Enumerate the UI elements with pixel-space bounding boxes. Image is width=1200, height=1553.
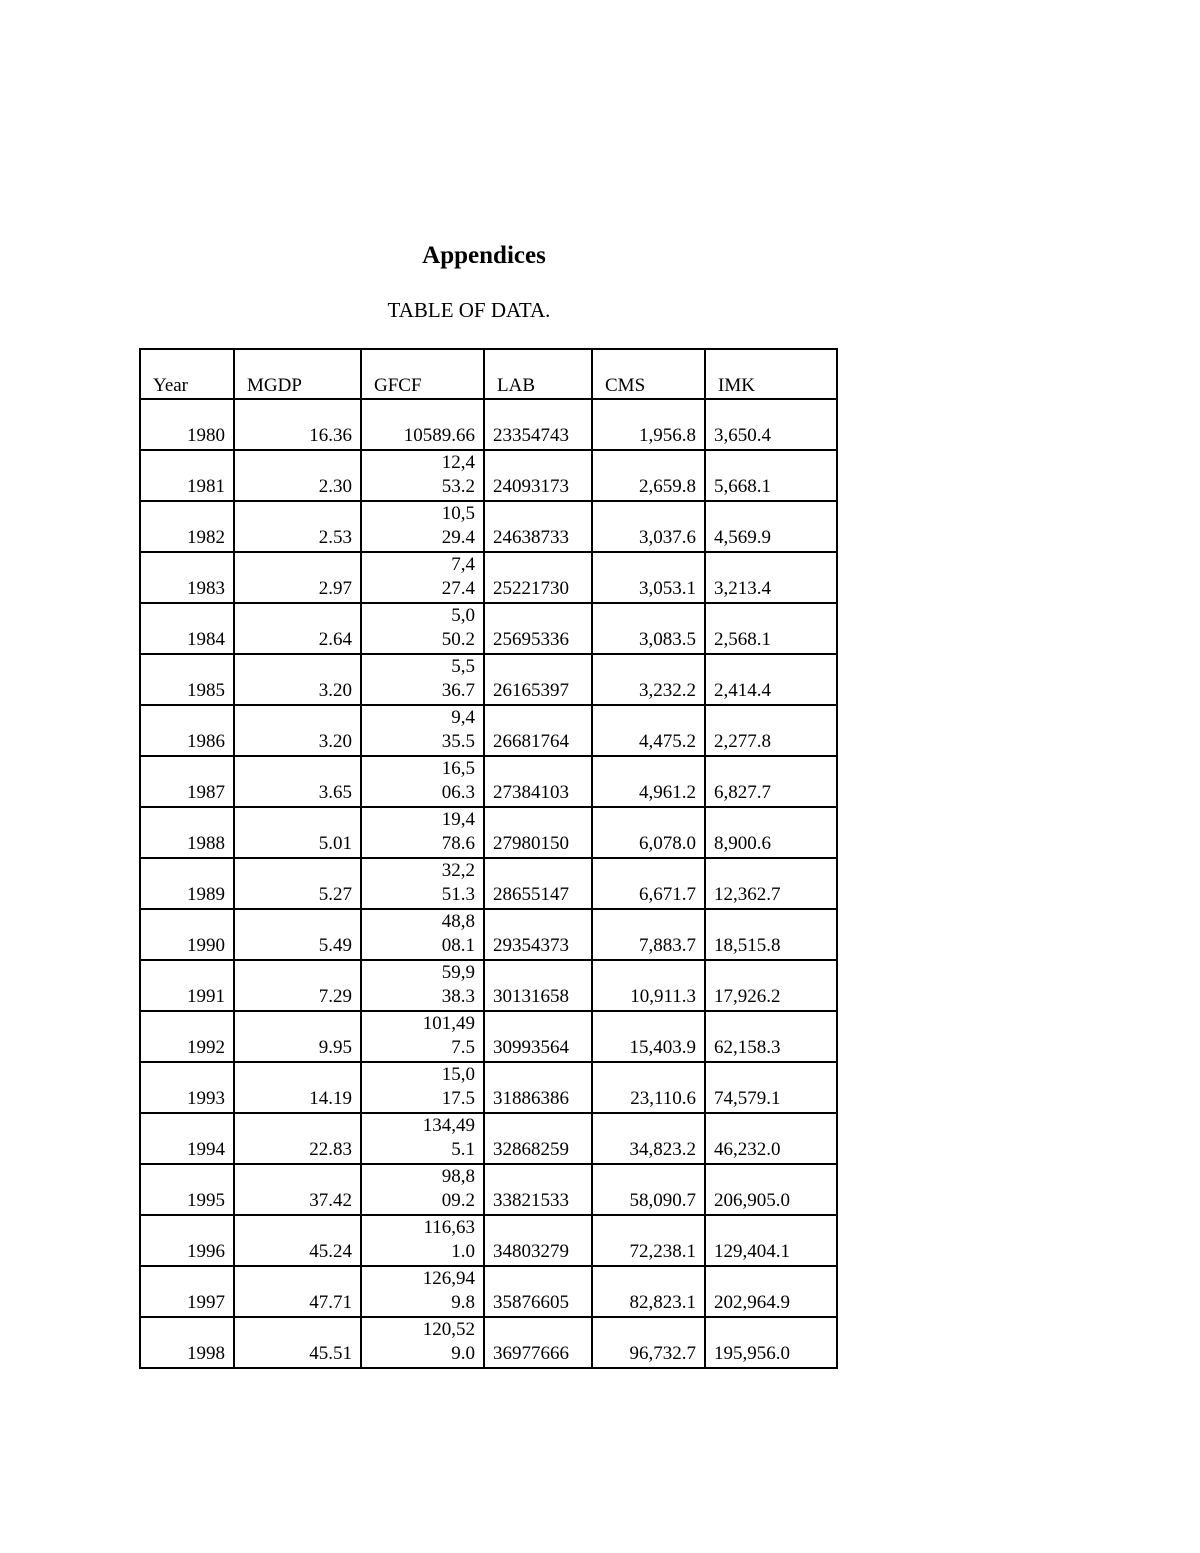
cell-mgdp: 14.19 bbox=[234, 1062, 361, 1113]
cell-mgdp: 3.65 bbox=[234, 756, 361, 807]
cell-gfcf-line: 48,8 bbox=[441, 911, 475, 932]
cell-gfcf bbox=[361, 450, 484, 501]
cell-gfcf bbox=[361, 654, 484, 705]
header-gfcf: GFCF bbox=[361, 349, 484, 399]
cell-mgdp: 2.97 bbox=[234, 552, 361, 603]
cell-lab: 25221730 bbox=[484, 552, 592, 603]
header-cms: CMS bbox=[592, 349, 705, 399]
cell-year: 1998 bbox=[140, 1317, 234, 1368]
cell-gfcf-line: 08.1 bbox=[441, 935, 475, 956]
cell-gfcf-line: 17.5 bbox=[441, 1088, 475, 1109]
cell-imk: 5,668.1 bbox=[705, 450, 837, 501]
cell-lab: 27980150 bbox=[484, 807, 592, 858]
cell-lab: 25695336 bbox=[484, 603, 592, 654]
cell-gfcf-line: 19,4 bbox=[441, 809, 475, 830]
cell-cms: 3,053.1 bbox=[592, 552, 705, 603]
cell-cms: 58,090.7 bbox=[592, 1164, 705, 1215]
cell-mgdp: 7.29 bbox=[234, 960, 361, 1011]
cell-gfcf-line: 53.2 bbox=[441, 476, 475, 497]
cell-cms: 15,403.9 bbox=[592, 1011, 705, 1062]
cell-mgdp: 9.95 bbox=[234, 1011, 361, 1062]
cell-gfcf-line: 51.3 bbox=[441, 884, 475, 905]
table-row bbox=[140, 1317, 837, 1368]
cell-cms: 82,823.1 bbox=[592, 1266, 705, 1317]
table-row bbox=[140, 1062, 837, 1113]
cell-mgdp: 45.24 bbox=[234, 1215, 361, 1266]
cell-imk: 2,414.4 bbox=[705, 654, 837, 705]
cell-gfcf-line: 5,5 bbox=[451, 656, 475, 677]
cell-cms: 2,659.8 bbox=[592, 450, 705, 501]
header-year: Year bbox=[140, 349, 234, 399]
cell-cms: 72,238.1 bbox=[592, 1215, 705, 1266]
cell-mgdp: 47.71 bbox=[234, 1266, 361, 1317]
table-row bbox=[140, 450, 837, 501]
cell-gfcf-line: 120,52 bbox=[422, 1319, 475, 1340]
cell-year: 1980 bbox=[140, 399, 234, 450]
cell-mgdp: 16.36 bbox=[234, 399, 361, 450]
cell-mgdp: 3.20 bbox=[234, 705, 361, 756]
table-row bbox=[140, 756, 837, 807]
table-header-row bbox=[140, 349, 837, 399]
cell-gfcf-line: 7.5 bbox=[451, 1037, 475, 1058]
cell-year: 1990 bbox=[140, 909, 234, 960]
header-imk: IMK bbox=[705, 349, 837, 399]
cell-gfcf-line: 5,0 bbox=[451, 605, 475, 626]
table-row bbox=[140, 1215, 837, 1266]
cell-gfcf-line: 59,9 bbox=[441, 962, 475, 983]
page-title: Appendices bbox=[422, 242, 546, 269]
cell-cms: 34,823.2 bbox=[592, 1113, 705, 1164]
cell-gfcf-line: 10589.66 bbox=[403, 425, 475, 446]
table-row bbox=[140, 552, 837, 603]
cell-year: 1993 bbox=[140, 1062, 234, 1113]
cell-gfcf bbox=[361, 756, 484, 807]
cell-gfcf-line: 116,63 bbox=[423, 1217, 475, 1238]
cell-year: 1983 bbox=[140, 552, 234, 603]
cell-imk: 4,569.9 bbox=[705, 501, 837, 552]
cell-gfcf-line: 78.6 bbox=[441, 833, 475, 854]
table-caption: TABLE OF DATA. bbox=[387, 298, 551, 322]
cell-gfcf bbox=[361, 807, 484, 858]
cell-gfcf bbox=[361, 1215, 484, 1266]
cell-lab: 28655147 bbox=[484, 858, 592, 909]
cell-lab: 34803279 bbox=[484, 1215, 592, 1266]
cell-year: 1995 bbox=[140, 1164, 234, 1215]
cell-gfcf bbox=[361, 960, 484, 1011]
cell-cms: 96,732.7 bbox=[592, 1317, 705, 1368]
cell-year: 1992 bbox=[140, 1011, 234, 1062]
cell-gfcf bbox=[361, 1113, 484, 1164]
table-row bbox=[140, 807, 837, 858]
cell-lab: 33821533 bbox=[484, 1164, 592, 1215]
cell-lab: 31886386 bbox=[484, 1062, 592, 1113]
cell-imk: 206,905.0 bbox=[705, 1164, 837, 1215]
cell-gfcf bbox=[361, 1164, 484, 1215]
cell-imk: 3,650.4 bbox=[705, 399, 837, 450]
cell-year: 1991 bbox=[140, 960, 234, 1011]
cell-lab: 26165397 bbox=[484, 654, 592, 705]
cell-cms: 3,232.2 bbox=[592, 654, 705, 705]
cell-gfcf bbox=[361, 399, 484, 450]
cell-gfcf bbox=[361, 858, 484, 909]
table-row bbox=[140, 909, 837, 960]
cell-cms: 3,083.5 bbox=[592, 603, 705, 654]
data-table bbox=[139, 348, 838, 1369]
cell-gfcf-line: 1.0 bbox=[451, 1241, 475, 1262]
cell-gfcf-line: 15,0 bbox=[441, 1064, 475, 1085]
cell-cms: 3,037.6 bbox=[592, 501, 705, 552]
cell-mgdp: 2.53 bbox=[234, 501, 361, 552]
cell-gfcf-line: 16,5 bbox=[441, 758, 475, 779]
cell-year: 1984 bbox=[140, 603, 234, 654]
cell-gfcf-line: 5.1 bbox=[451, 1139, 475, 1160]
cell-cms: 4,961.2 bbox=[592, 756, 705, 807]
cell-gfcf-line: 50.2 bbox=[441, 629, 475, 650]
cell-mgdp: 2.30 bbox=[234, 450, 361, 501]
cell-mgdp: 5.27 bbox=[234, 858, 361, 909]
cell-year: 1996 bbox=[140, 1215, 234, 1266]
cell-cms: 6,078.0 bbox=[592, 807, 705, 858]
cell-gfcf bbox=[361, 1011, 484, 1062]
cell-lab: 35876605 bbox=[484, 1266, 592, 1317]
cell-gfcf bbox=[361, 1266, 484, 1317]
cell-cms: 7,883.7 bbox=[592, 909, 705, 960]
table-row bbox=[140, 705, 837, 756]
table-row bbox=[140, 960, 837, 1011]
table-row bbox=[140, 654, 837, 705]
cell-gfcf-line: 126,94 bbox=[422, 1268, 475, 1289]
cell-year: 1989 bbox=[140, 858, 234, 909]
cell-year: 1982 bbox=[140, 501, 234, 552]
cell-gfcf-line: 9.8 bbox=[451, 1292, 475, 1313]
cell-gfcf bbox=[361, 501, 484, 552]
table-row bbox=[140, 603, 837, 654]
cell-imk: 202,964.9 bbox=[705, 1266, 837, 1317]
cell-imk: 195,956.0 bbox=[705, 1317, 837, 1368]
cell-imk: 62,158.3 bbox=[705, 1011, 837, 1062]
header-mgdp: MGDP bbox=[234, 349, 361, 399]
cell-gfcf bbox=[361, 1317, 484, 1368]
cell-cms: 10,911.3 bbox=[592, 960, 705, 1011]
cell-year: 1981 bbox=[140, 450, 234, 501]
cell-mgdp: 5.49 bbox=[234, 909, 361, 960]
cell-year: 1986 bbox=[140, 705, 234, 756]
table-row bbox=[140, 1266, 837, 1317]
cell-mgdp: 37.42 bbox=[234, 1164, 361, 1215]
header-lab: LAB bbox=[484, 349, 592, 399]
cell-mgdp: 2.64 bbox=[234, 603, 361, 654]
cell-gfcf-line: 101,49 bbox=[422, 1013, 475, 1034]
cell-gfcf-line: 27.4 bbox=[441, 578, 475, 599]
cell-gfcf-line: 10,5 bbox=[441, 503, 475, 524]
cell-gfcf-line: 134,49 bbox=[422, 1115, 475, 1136]
table-row bbox=[140, 1164, 837, 1215]
cell-mgdp: 5.01 bbox=[234, 807, 361, 858]
cell-imk: 18,515.8 bbox=[705, 909, 837, 960]
cell-mgdp: 45.51 bbox=[234, 1317, 361, 1368]
table-row bbox=[140, 501, 837, 552]
cell-lab: 27384103 bbox=[484, 756, 592, 807]
cell-gfcf bbox=[361, 909, 484, 960]
cell-cms: 23,110.6 bbox=[592, 1062, 705, 1113]
cell-gfcf-line: 9,4 bbox=[451, 707, 475, 728]
cell-imk: 3,213.4 bbox=[705, 552, 837, 603]
cell-year: 1987 bbox=[140, 756, 234, 807]
cell-imk: 6,827.7 bbox=[705, 756, 837, 807]
cell-lab: 24638733 bbox=[484, 501, 592, 552]
cell-lab: 26681764 bbox=[484, 705, 592, 756]
cell-year: 1997 bbox=[140, 1266, 234, 1317]
cell-lab: 24093173 bbox=[484, 450, 592, 501]
cell-lab: 30993564 bbox=[484, 1011, 592, 1062]
cell-gfcf bbox=[361, 603, 484, 654]
cell-gfcf-line: 09.2 bbox=[441, 1190, 475, 1211]
cell-imk: 2,277.8 bbox=[705, 705, 837, 756]
cell-lab: 23354743 bbox=[484, 399, 592, 450]
cell-gfcf bbox=[361, 705, 484, 756]
cell-year: 1988 bbox=[140, 807, 234, 858]
cell-gfcf-line: 36.7 bbox=[441, 680, 475, 701]
table-row bbox=[140, 1011, 837, 1062]
cell-gfcf-line: 98,8 bbox=[441, 1166, 475, 1187]
cell-gfcf-line: 9.0 bbox=[451, 1343, 475, 1364]
cell-cms: 6,671.7 bbox=[592, 858, 705, 909]
cell-year: 1985 bbox=[140, 654, 234, 705]
table-row bbox=[140, 399, 837, 450]
cell-imk: 17,926.2 bbox=[705, 960, 837, 1011]
cell-cms: 4,475.2 bbox=[592, 705, 705, 756]
cell-imk: 8,900.6 bbox=[705, 807, 837, 858]
table-row bbox=[140, 858, 837, 909]
cell-lab: 36977666 bbox=[484, 1317, 592, 1368]
cell-imk: 2,568.1 bbox=[705, 603, 837, 654]
cell-gfcf-line: 12,4 bbox=[441, 452, 475, 473]
cell-lab: 32868259 bbox=[484, 1113, 592, 1164]
cell-cms: 1,956.8 bbox=[592, 399, 705, 450]
cell-imk: 46,232.0 bbox=[705, 1113, 837, 1164]
cell-year: 1994 bbox=[140, 1113, 234, 1164]
cell-gfcf-line: 29.4 bbox=[441, 527, 475, 548]
cell-gfcf-line: 32,2 bbox=[441, 860, 475, 881]
cell-gfcf-line: 7,4 bbox=[451, 554, 475, 575]
cell-gfcf-line: 35.5 bbox=[441, 731, 475, 752]
cell-imk: 12,362.7 bbox=[705, 858, 837, 909]
cell-gfcf bbox=[361, 552, 484, 603]
cell-lab: 30131658 bbox=[484, 960, 592, 1011]
cell-gfcf bbox=[361, 1062, 484, 1113]
cell-gfcf-line: 06.3 bbox=[441, 782, 475, 803]
table-row bbox=[140, 1113, 837, 1164]
cell-imk: 129,404.1 bbox=[705, 1215, 837, 1266]
cell-gfcf-line: 38.3 bbox=[441, 986, 475, 1007]
cell-lab: 29354373 bbox=[484, 909, 592, 960]
cell-imk: 74,579.1 bbox=[705, 1062, 837, 1113]
table-body bbox=[140, 399, 837, 1368]
cell-mgdp: 3.20 bbox=[234, 654, 361, 705]
cell-mgdp: 22.83 bbox=[234, 1113, 361, 1164]
